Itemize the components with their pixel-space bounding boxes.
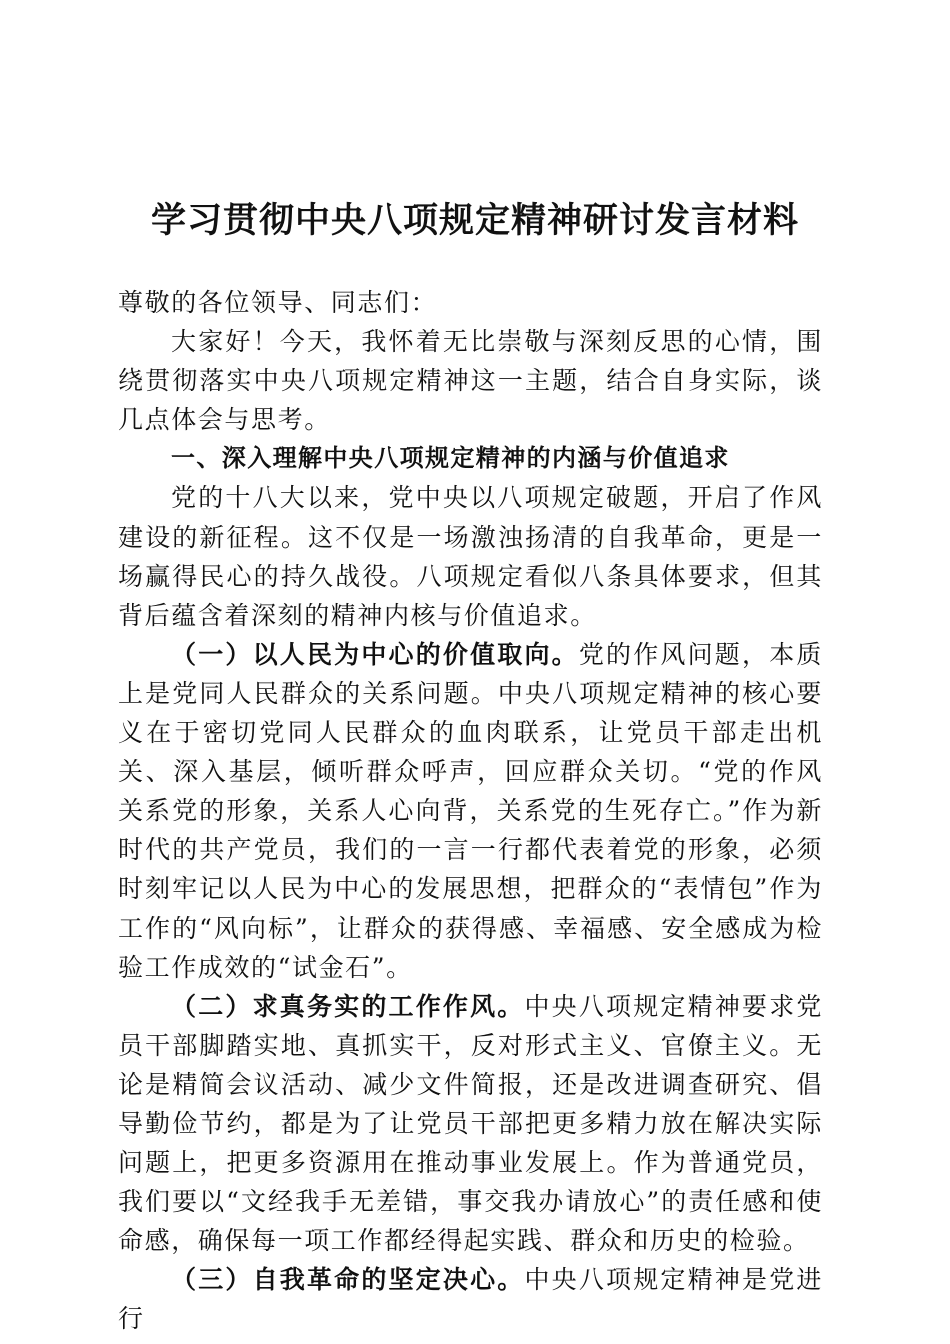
point-1-lead: （一）以人民为中心的价值取向。 (171, 639, 579, 669)
document-body (118, 283, 823, 1339)
intro-paragraph: 大家好！今天，我怀着无比崇敬与深刻反思的心情，围绕贯彻落实中央八项规定精神这一主题，结合自身实际，谈几点体会与思考。 (118, 327, 823, 435)
section-heading-1: 一、深入理解中央八项规定精神的内涵与价值追求 (171, 444, 730, 473)
point-2-text: 中央八项规定精神要求党员干部脚踏实地、真抓实干，反对形式主义、官僚主义。无论是精简会议活动、减少文件简报，还是改进调查研究、倡导勤俭节约，都是为了让党员干部把更多精力放在解决实际问题上，把更多资源用在推动事业发展上。作为普通党员，我们要以“文经我手无差错，事交我办请放心”的责任感和使命感，确保每一项工作都经得起实践、群众和历史的检验。 (118, 991, 823, 1256)
point-3-lead: （三）自我革命的坚定决心。 (171, 1265, 525, 1295)
section-1-paragraph: 党的十八大以来，党中央以八项规定破题，开启了作风建设的新征程。这不仅是一场激浊扬清的自我革命，更是一场赢得民心的持久战役。八项规定看似八条具体要求，但其背后蕴含着深刻的精神内核与价值追求。 (118, 483, 823, 630)
point-1-paragraph (118, 635, 823, 987)
salutation: 尊敬的各位领导、同志们： (118, 288, 438, 317)
point-1-text: 党的作风问题，本质上是党同人民群众的关系问题。中央八项规定精神的核心要义在于密切党同人民群众的血肉联系，让党员干部走出机关、深入基层，倾听群众呼声，回应群众关切。“党的作风关系党的形象，关系人心向背，关系党的生死存亡。”作为新时代的共产党员，我们的一言一行都代表着党的形象，必须时刻牢记以人民为中心的发展思想，把群众的“表情包”作为工作的“风向标”，让群众的获得感、幸福感、安全感成为检验工作成效的“试金石”。 (118, 639, 823, 982)
point-2-paragraph (118, 987, 823, 1261)
point-3-text: 中央八项规定精神是党进行 (118, 1265, 823, 1334)
document-title: 学习贯彻中央八项规定精神研讨发言材料 (150, 200, 799, 241)
point-2-lead: （二）求真务实的工作作风。 (171, 991, 525, 1021)
point-3-paragraph (118, 1260, 823, 1338)
